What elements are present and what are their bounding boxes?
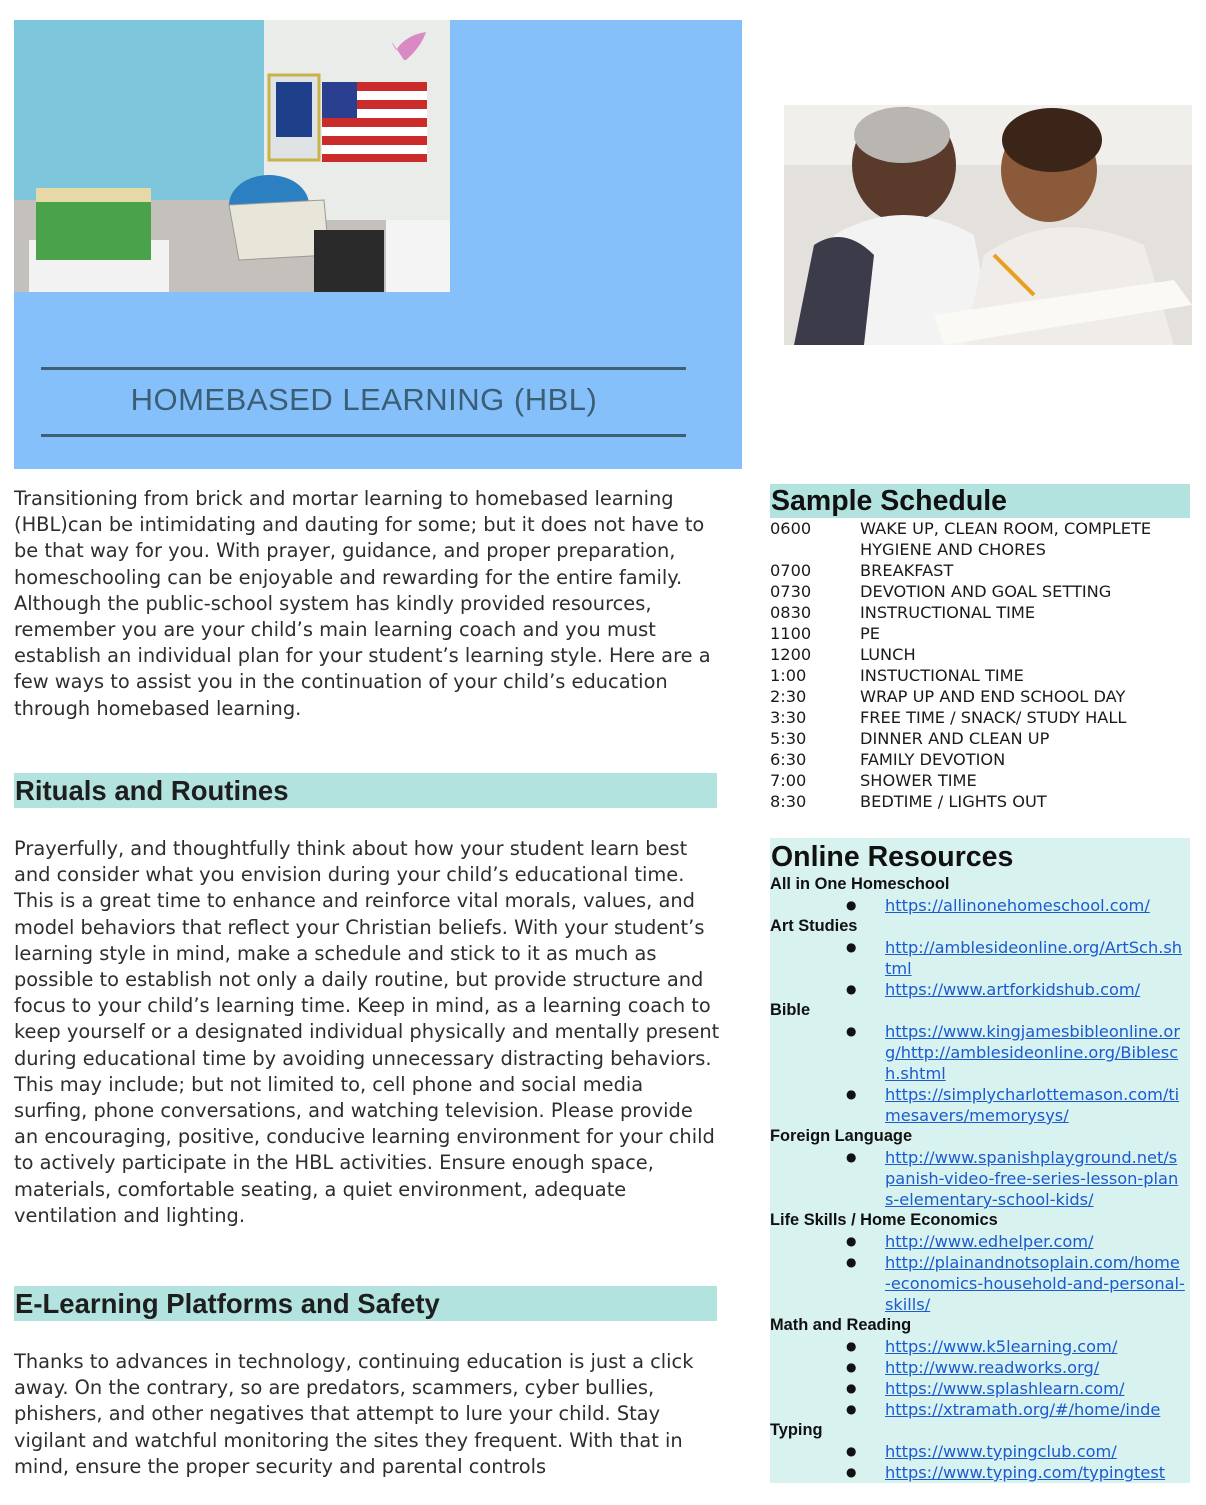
schedule-time: 1:00 — [770, 666, 807, 685]
bullet-icon: ● — [846, 982, 857, 996]
schedule-row — [770, 602, 1190, 623]
schedule-time: 1100 — [770, 624, 812, 643]
resource-link[interactable]: http://www.edhelper.com/ — [885, 1232, 1094, 1251]
schedule-time: 2:30 — [770, 687, 807, 706]
schedule-activity: FREE TIME / SNACK/ STUDY HALL — [860, 708, 1127, 727]
resource-link[interactable]: https://www.splashlearn.com/ — [885, 1379, 1125, 1398]
resource-category: Life Skills / Home Economics — [770, 1211, 998, 1229]
resource-list-item — [770, 1336, 1190, 1357]
resource-link[interactable]: http://plainandnotsoplain.com/home-economics-household-and-personal-skills/ — [885, 1253, 1185, 1314]
schedule-activity: LUNCH — [860, 645, 916, 664]
resource-list-item — [770, 1441, 1190, 1462]
resource-link[interactable]: https://www.kingjamesbibleonline.org/http://amblesideonline.org/Biblesch.shtml — [885, 1022, 1180, 1083]
bullet-icon: ● — [846, 1234, 857, 1248]
resource-list-item — [770, 1399, 1190, 1420]
bullet-icon: ● — [846, 898, 857, 912]
resource-link[interactable]: https://xtramath.org/#/home/inde — [885, 1400, 1161, 1419]
online-resources — [770, 838, 1190, 1483]
resource-list-item — [770, 1357, 1190, 1378]
schedule-activity: FAMILY DEVOTION — [860, 750, 1006, 769]
schedule-activity: WAKE UP, CLEAN ROOM, COMPLETE HYGIENE AND CHORES — [860, 519, 1152, 559]
schedule-row — [770, 686, 1190, 707]
resource-link[interactable]: https://www.typingclub.com/ — [885, 1442, 1117, 1461]
schedule-row — [770, 707, 1190, 728]
resource-list-item — [770, 1147, 1190, 1210]
schedule-time: 0830 — [770, 603, 812, 622]
schedule-activity: DEVOTION AND GOAL SETTING — [860, 582, 1112, 601]
schedule-row — [770, 581, 1190, 602]
bullet-icon: ● — [846, 1360, 857, 1374]
header-banner — [14, 20, 742, 469]
resource-list-item — [770, 1462, 1190, 1483]
section-heading-elearning: E-Learning Platforms and Safety — [14, 1286, 717, 1321]
bullet-icon: ● — [846, 1444, 857, 1458]
resource-list-item — [770, 1378, 1190, 1399]
schedule-time: 7:00 — [770, 771, 807, 790]
resource-category: Foreign Language — [770, 1127, 913, 1145]
schedule-time: 6:30 — [770, 750, 807, 769]
intro-paragraph: Transitioning from brick and mortar learning to homebased learning (HBL)can be intimidating and dauting for some; but it does not have to be that way for you. With prayer, guidance, and proper preparation, homeschooling can be enjoyable and rewarding for the entire family. Although the public-school system has kindly provided resources, remember you are your child’s main learning coach and you must establish an individual plan for your student’s learning style. Here are a few ways to assist you in the continuation of your child’s education through homebased learning. — [14, 487, 711, 720]
schedule-row — [770, 560, 1190, 581]
schedule-time: 1200 — [770, 645, 812, 664]
title-top-rule — [41, 367, 686, 370]
bullet-icon: ● — [846, 940, 857, 954]
schedule-activity: PE — [860, 624, 880, 643]
resource-category: Typing — [770, 1421, 823, 1439]
schedule-row — [770, 665, 1190, 686]
tutoring-photo — [784, 105, 1192, 345]
bullet-icon: ● — [846, 1255, 857, 1269]
resource-link[interactable]: https://www.k5learning.com/ — [885, 1337, 1118, 1356]
bullet-icon: ● — [846, 1087, 857, 1101]
resource-category: Math and Reading — [770, 1316, 912, 1334]
schedule-title: Sample Schedule — [770, 484, 1190, 518]
schedule-time: 5:30 — [770, 729, 807, 748]
schedule-row — [770, 728, 1190, 749]
elearning-paragraph: Thanks to advances in technology, continuing education is just a click away. On the contrary, so are predators, scammers, cyber bullies, phishers, and other negatives that attempt to lure your child. Stay vigilant and watchful monitoring the sites they frequent. With that in mind, ensure the proper security and parental controls — [14, 1350, 694, 1478]
schedule-activity: INSTUCTIONAL TIME — [860, 666, 1024, 685]
schedule-list — [770, 518, 1190, 812]
schedule-time: 0730 — [770, 582, 812, 601]
schedule-row — [770, 770, 1190, 791]
bullet-icon: ● — [846, 1024, 857, 1038]
resource-link[interactable]: https://www.artforkidshub.com/ — [885, 980, 1141, 999]
schedule-row — [770, 518, 1190, 560]
bullet-icon: ● — [846, 1381, 857, 1395]
resource-list — [770, 874, 1190, 1483]
schedule-row — [770, 749, 1190, 770]
schedule-activity: SHOWER TIME — [860, 771, 977, 790]
resource-list-item — [770, 1021, 1190, 1084]
resource-link[interactable]: https://allinonehomeschool.com/ — [885, 896, 1150, 915]
resource-link[interactable]: http://amblesideonline.org/ArtSch.shtml — [885, 938, 1183, 978]
schedule-activity: BEDTIME / LIGHTS OUT — [860, 792, 1047, 811]
schedule-activity: WRAP UP AND END SCHOOL DAY — [860, 687, 1126, 706]
schedule-row — [770, 644, 1190, 665]
bullet-icon: ● — [846, 1339, 857, 1353]
resource-list-item — [770, 1084, 1190, 1126]
resources-title: Online Resources — [771, 841, 1014, 873]
resource-category: All in One Homeschool — [770, 875, 950, 893]
schedule-activity: BREAKFAST — [860, 561, 954, 580]
resource-category: Bible — [770, 1001, 811, 1019]
rituals-paragraph: Prayerfully, and thoughtfully think about how your student learn best and consider what you envision during your child’s educational time. This is a great time to enhance and reinforce vital morals, values, and model behaviors that reflect your Christian beliefs. With your student’s learning style in mind, make a schedule and stick to it as much as possible to establish not only a daily routine, but provide structure and focus to your child’s learning time. Keep in mind, as a learning coach to keep yourself or a designated individual physically and mentally present during educational time by avoiding unnecessary distracting behaviors. This may include; but not limited to, cell phone and social media surfing, phone conversations, and watching television. Please provide an encouraging, positive, conducive learning environment for your child to actively participate in the HBL activities. Ensure enough space, materials, comfortable seating, a quiet environment, adequate ventilation and lighting. — [14, 837, 720, 1227]
section-heading-rituals: Rituals and Routines — [14, 773, 717, 808]
resource-list-item — [770, 895, 1190, 916]
schedule-activity: DINNER AND CLEAN UP — [860, 729, 1050, 748]
resource-list-item — [770, 1231, 1190, 1252]
resource-list-item — [770, 979, 1190, 1000]
resource-link[interactable]: https://www.typing.com/typingtest — [885, 1463, 1166, 1482]
schedule-time: 0700 — [770, 561, 812, 580]
page-title: HOMEBASED LEARNING (HBL) — [130, 382, 598, 417]
schedule-time: 8:30 — [770, 792, 807, 811]
resource-category: Art Studies — [770, 917, 858, 935]
bullet-icon: ● — [846, 1465, 857, 1479]
schedule-row — [770, 791, 1190, 812]
title-bottom-rule — [41, 434, 686, 437]
schedule-row — [770, 623, 1190, 644]
schedule-time: 3:30 — [770, 708, 807, 727]
resource-list-item — [770, 937, 1190, 979]
bullet-icon: ● — [846, 1402, 857, 1416]
resource-list-item — [770, 1252, 1190, 1315]
resource-link[interactable]: http://www.readworks.org/ — [885, 1358, 1100, 1377]
schedule-activity: INSTRUCTIONAL TIME — [860, 603, 1036, 622]
resource-link[interactable]: https://simplycharlottemason.com/timesavers/memorysys/ — [885, 1085, 1180, 1125]
schedule-time: 0600 — [770, 519, 812, 538]
classroom-photo — [14, 20, 450, 292]
resource-link[interactable]: http://www.spanishplayground.net/spanish-video-free-series-lesson-plans-elementary-school-kids/ — [885, 1148, 1179, 1209]
bullet-icon: ● — [846, 1150, 857, 1164]
sample-schedule — [770, 484, 1190, 812]
